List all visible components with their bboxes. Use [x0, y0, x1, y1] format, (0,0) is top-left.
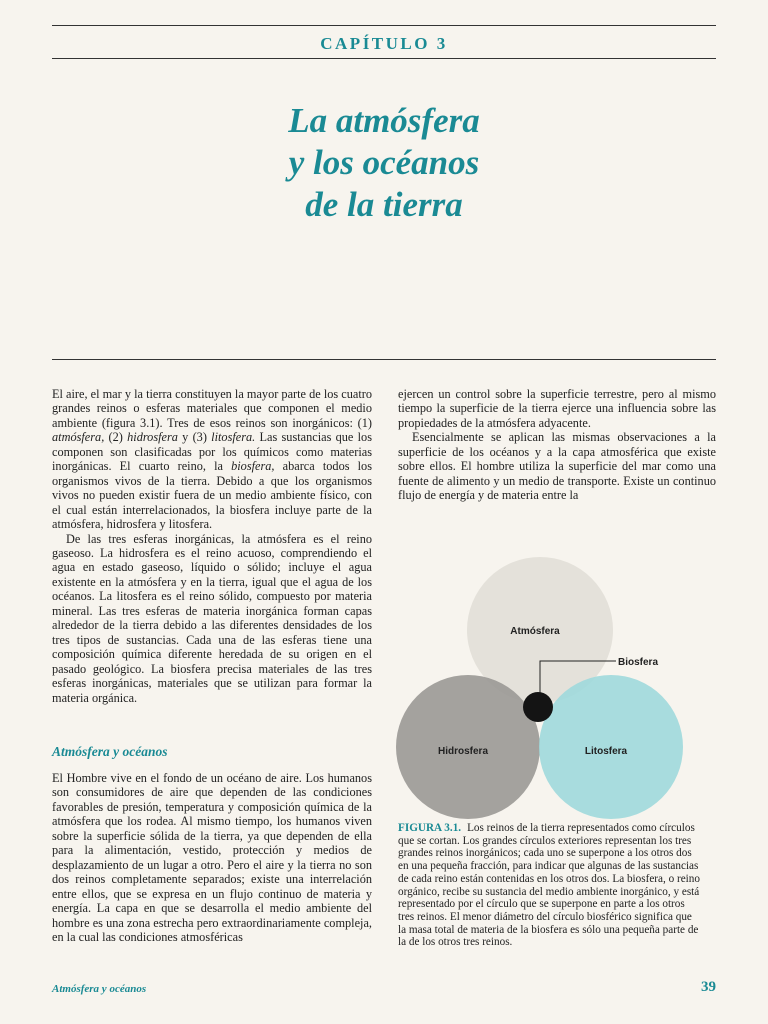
- chapter-label: CAPÍTULO 3: [320, 34, 448, 53]
- figure-label: FIGURA 3.1.: [398, 822, 462, 834]
- intro-paragraph: El aire, el mar y la tierra constituyen la mayor parte de los cuatro grandes reinos o esferas materiales que componen el medio ambiente (figura 3.1). Tres de esos reinos son inorgánicos: (1) atmósfera, (2) hidrosfera y (3) litosfera. Las sustancias que los componen son clasificadas por los químicos como materias inorgánicas. El cuarto reino, la biosfera, abarca todos los organismos vivos de la tierra. Debido a que los organismos vivos no pueden existir fuera de un medio ambiente físico, con el cual están interrelacionados, la biosfera incluye parte de la atmósfera, hidrosfera y litosfera.: [52, 387, 372, 532]
- section-heading: Atmósfera y océanos: [52, 744, 168, 759]
- oceans-paragraph: Esencialmente se aplican las mismas observaciones a la superficie de los océanos y a la capa atmosférica que existe sobre ellos. El hombre utiliza la superficie del mar como una fuente de alimento y un medio de transporte. Existe un continuo flujo de energía y de materia entre la: [398, 430, 716, 503]
- section-paragraph: El Hombre vive en el fondo de un océano de aire. Los humanos son consumidores de aire que dependen de las condiciones favorables de presión, temperatura y composición química de la atmósfera que los rodea. Al mismo tiempo, los humanos viven sobre la superficie sólida de la tierra, ya que dependen de ella para la alimentación, vestido, protección y medios de desplazamiento de un lugar a otro. Pero el aire y la tierra no son dos reinos completamente separados; existe una interrelación entre ellos, que se expresa en un flujo continuo de materia y energía. La capa en que se desarrolla el medio ambiente del hombre es una zona estrecha pero extraordinariamente compleja, en la cual las condiciones atmosféricas: [52, 771, 372, 944]
- title-bottom-rule: [52, 359, 716, 360]
- title-line-2: y los océanos: [288, 143, 480, 182]
- continued-paragraph: ejercen un control sobre la superficie terrestre, pero al mismo tiempo la superficie de la tierra ejerce una influencia sobre las propiedades de la atmósfera adyacente.: [398, 387, 716, 430]
- figure-caption-text: Los reinos de la tierra representados como círculos que se cortan. Los grandes círculos exteriores representan los tres grandes reinos inorgánicos; cada uno se superpone a los otros dos en una pequeña fracción, para indicar que algunas de las sustancias de cada reino están contenidas en los otros dos. La biosfera, o reino orgánico, recibe su sustancia del medio ambiente inorgánico, y está representado por el círculo que se superpone en parte a los otros tres reinos. El menor diámetro del círculo biosférico significa que la masa total de materia de la biosfera es sólo una pequeña parte de la de los otros tres reinos.: [398, 822, 700, 949]
- biosphere-circle: [523, 692, 553, 722]
- title-line-3: de la tierra: [305, 185, 463, 224]
- label-biosfera: Biosfera: [618, 657, 659, 668]
- right-column: [398, 387, 716, 503]
- label-litosfera: Litosfera: [584, 746, 628, 757]
- page-number: 39: [701, 979, 716, 995]
- chapter-title: [52, 100, 716, 226]
- title-line-1: La atmósfera: [288, 101, 480, 140]
- chapter-rule: [52, 58, 716, 59]
- spheres-figure: [394, 550, 716, 820]
- running-footer-title: Atmósfera y océanos: [52, 983, 147, 995]
- figure-caption: [398, 822, 702, 949]
- left-column: [52, 387, 372, 705]
- spheres-paragraph: De las tres esferas inorgánicas, la atmósfera es el reino gaseoso. La hidrosfera es el reino acuoso, comprendiendo el agua en estado gaseoso, líquido o sólido; incluye el agua existente en la atmósfera y en la tierra, igual que el agua de los océanos. La litosfera es el reino sólido, compuesto por materia mineral. Las tres esferas de materia inorgánica forman capas alrededor de la tierra debido a las diferentes densidades de los tres tipos de sustancias. Cada una de las esferas tiene una composición química diferente heredada de su origen en el pasado geológico. La biosfera precisa materiales de las tres esferas inorgánicas, materiales que se utilizan para formar la materia orgánica.: [52, 531, 372, 705]
- top-rule: [52, 25, 716, 26]
- section-body: [52, 771, 372, 944]
- label-atmosfera: Atmósfera: [510, 626, 560, 637]
- label-hidrosfera: Hidrosfera: [437, 746, 489, 757]
